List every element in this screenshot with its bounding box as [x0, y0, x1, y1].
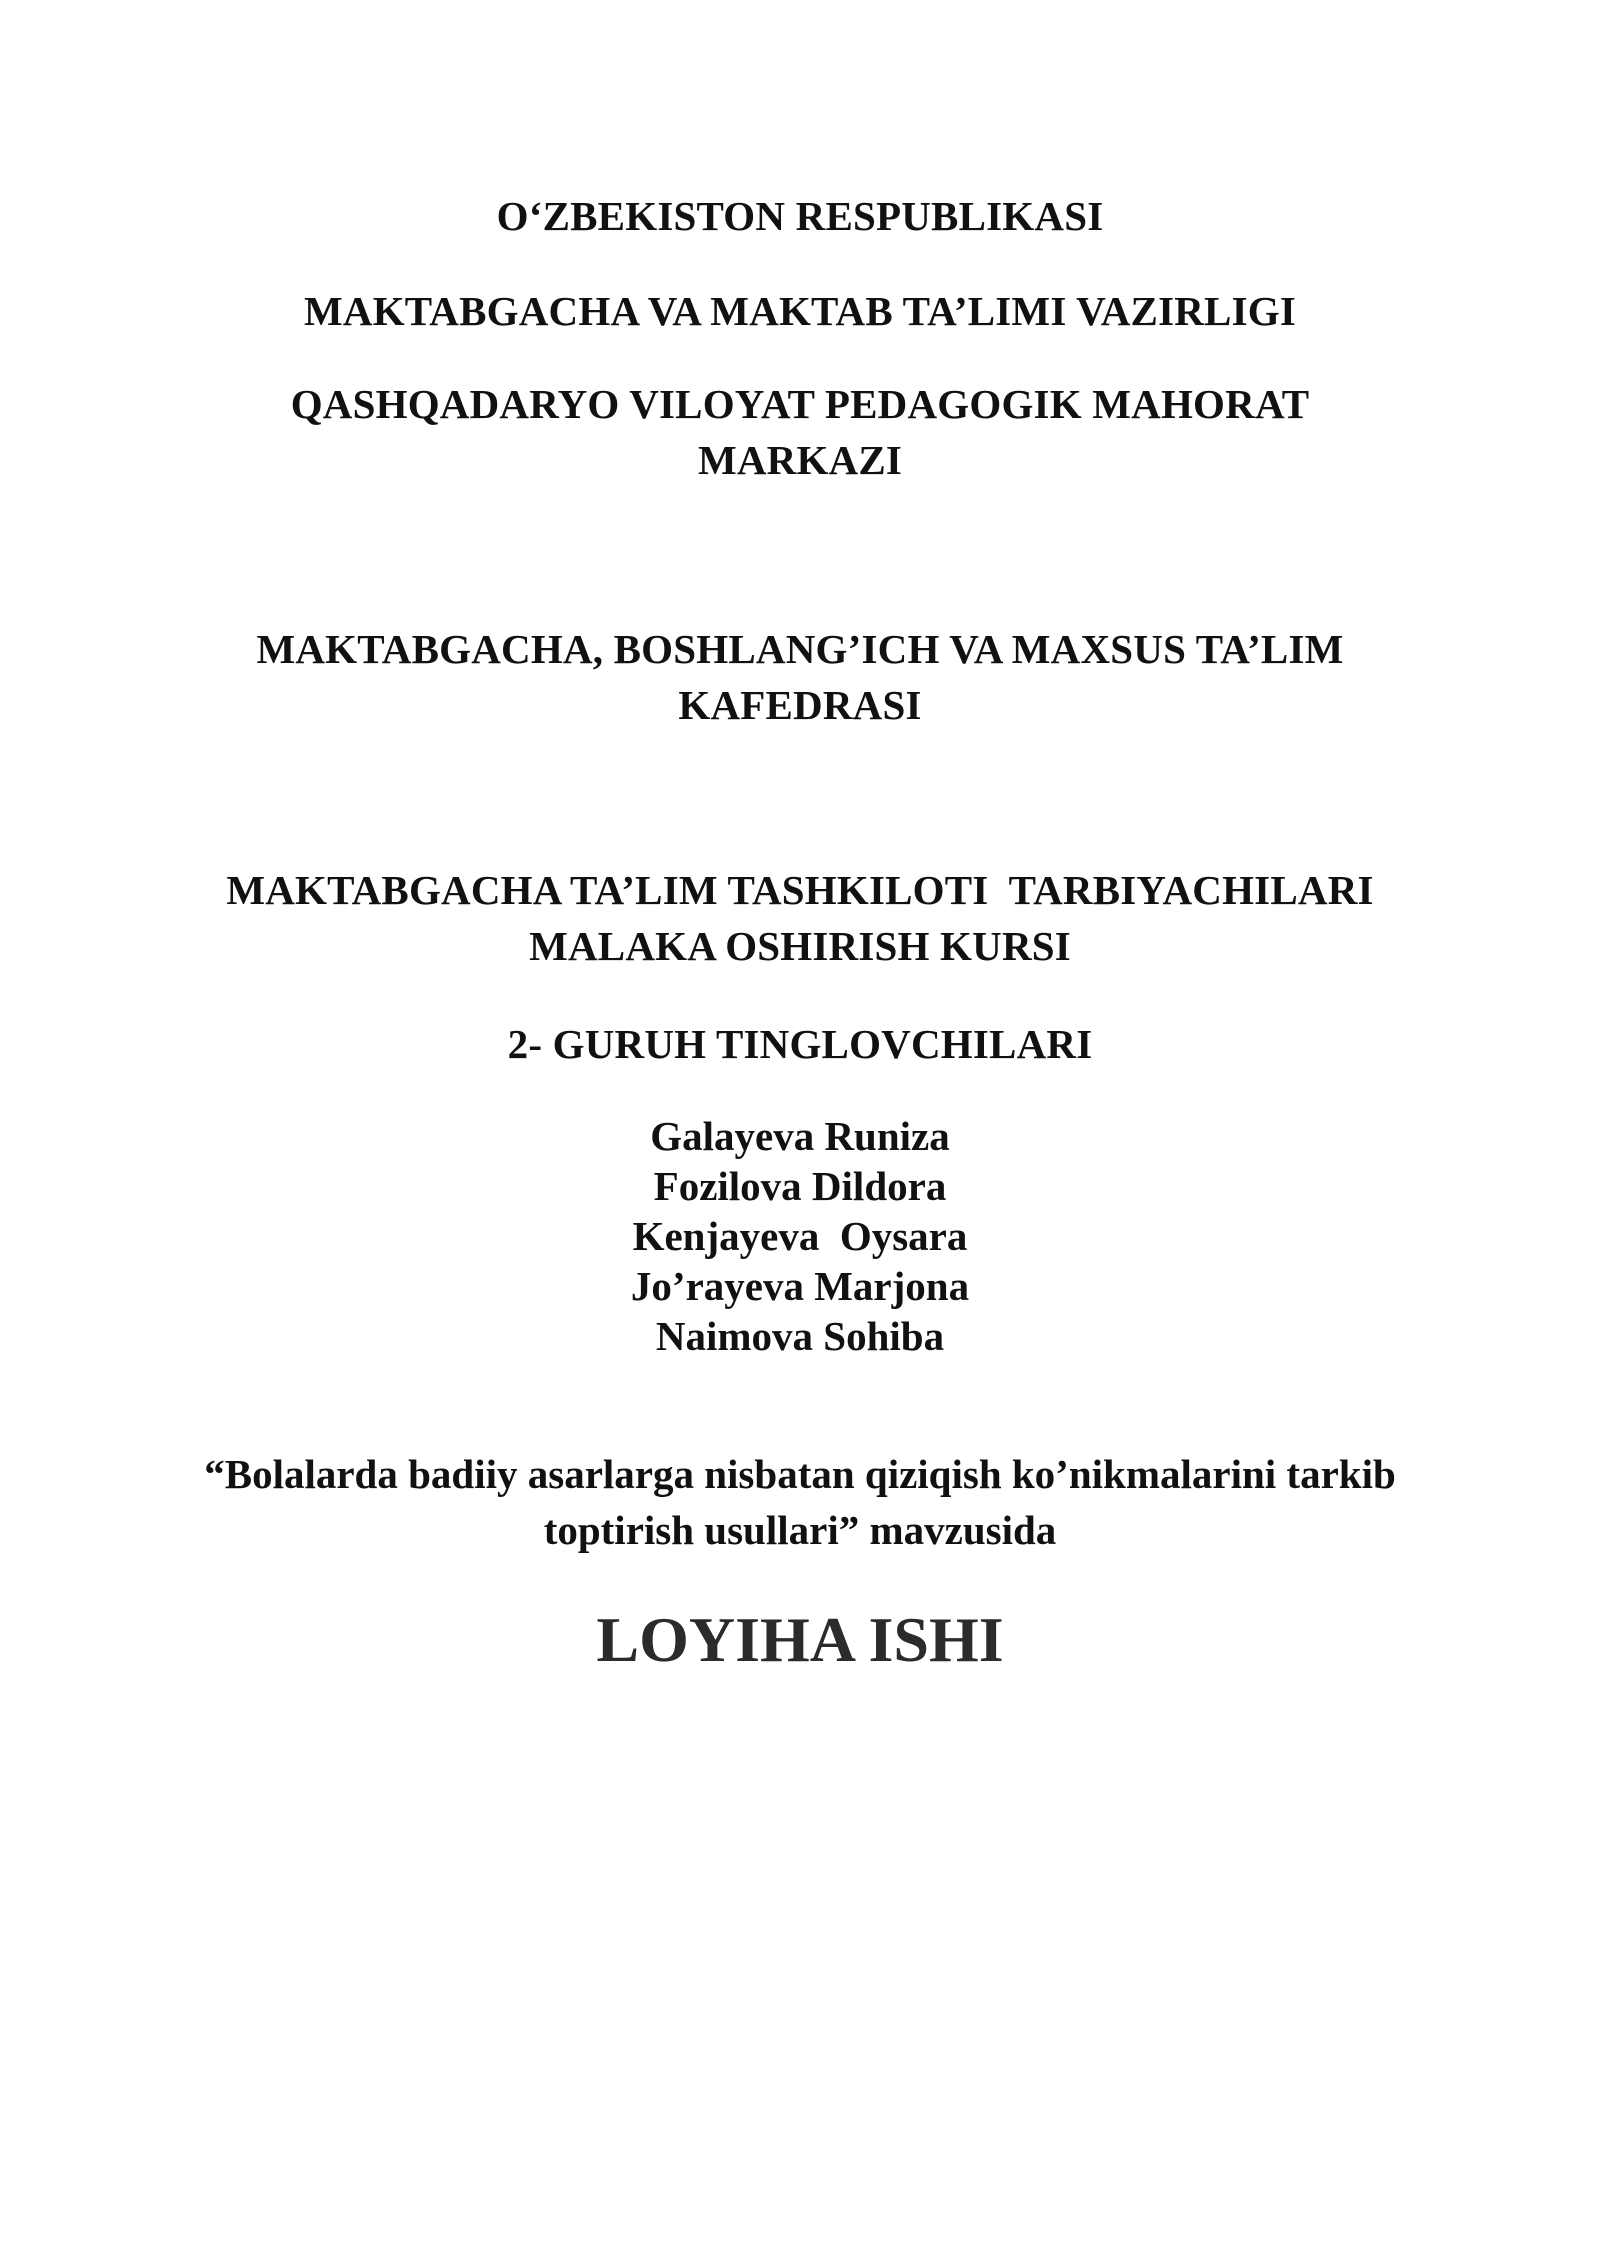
department-title-line-2: KAFEDRASI	[678, 682, 922, 728]
project-topic	[0, 1446, 1600, 1558]
author-name: Galayeva Runiza	[650, 1113, 950, 1159]
author-name: Kenjayeva Oysara	[632, 1213, 968, 1259]
ministry-title: MAKTABGACHA VA MAKTAB TA’LIMI VAZIRLIGI	[304, 288, 1296, 334]
author-name: Naimova Sohiba	[655, 1313, 945, 1359]
course-title-line-1: MAKTABGACHA TA’LIM TASHKILOTI TARBIYACHILARI	[226, 867, 1374, 913]
project-topic-line-2: toptirish usullari” mavzusida	[543, 1507, 1057, 1553]
project-topic-line-1: “Bolalarda badiiy asarlarga nisbatan qiziqish ko’nikmalarini tarkib	[204, 1451, 1396, 1497]
course-title	[0, 862, 1600, 974]
country-title: O‘ZBEKISTON RESPUBLIKASI	[496, 193, 1104, 239]
author-name: Fozilova Dildora	[653, 1163, 947, 1209]
center-title-line-1: QASHQADARYO VILOYAT PEDAGOGIK MAHORAT	[290, 381, 1310, 427]
center-title	[0, 376, 1600, 488]
course-title-line-2: MALAKA OSHIRISH KURSI	[529, 923, 1071, 969]
department-title	[0, 621, 1600, 733]
authors-list	[0, 1111, 1600, 1361]
author-name: Jo’rayeva Marjona	[630, 1263, 970, 1309]
group-title: 2- GURUH TINGLOVCHILARI	[507, 1021, 1093, 1067]
center-title-line-2: MARKAZI	[697, 437, 903, 483]
department-title-line-1: MAKTABGACHA, BOSHLANG’ICH VA MAXSUS TA’LIM	[256, 626, 1344, 672]
document-type-title: LOYIHA ISHI	[596, 1604, 1004, 1675]
